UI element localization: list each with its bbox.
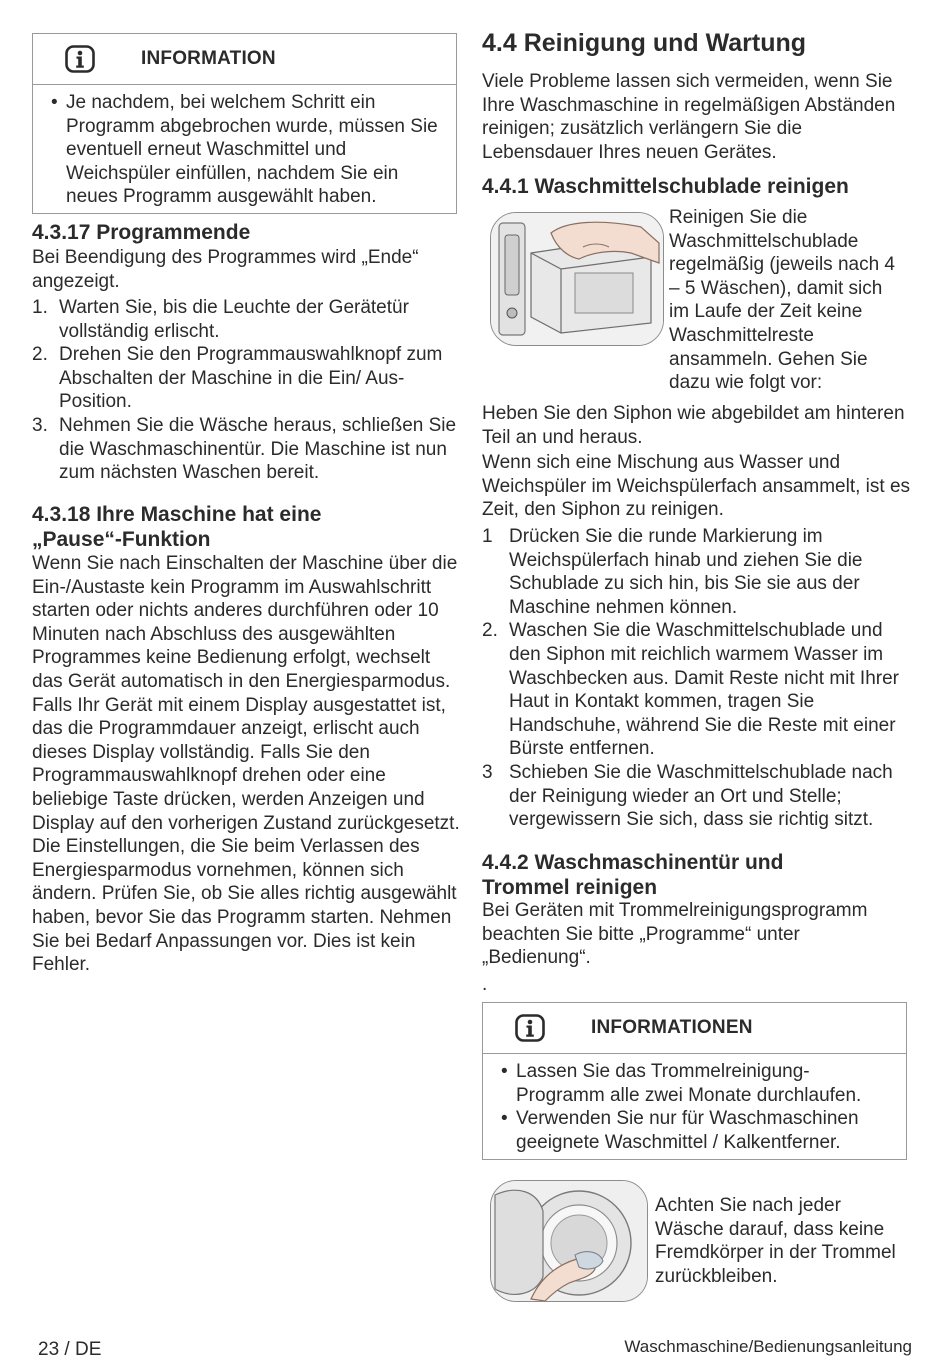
steps-4-3-17 — [32, 296, 462, 485]
step-text: Nehmen Sie die Wäsche heraus, schließen Sie die Waschmaschinentür. Die Maschine ist nun zum nächsten Waschen bereit. — [59, 414, 457, 484]
section-heading-4-3-17: 4.3.17 Programmende — [32, 221, 251, 244]
list-item — [482, 525, 914, 619]
list-item: • Verwenden Sie nur für Waschmaschinen geeignete Waschmittel / Kalkentferner. — [497, 1107, 896, 1154]
list-item — [482, 619, 914, 761]
list-item — [32, 414, 462, 485]
list-item — [32, 296, 462, 343]
step-text: Waschen Sie die Waschmittelschublade und den Siphon mit reichlich warmem Wasser im Waschbecken aus. Damit Reste nicht mit Ihrer Haut in Kontakt kommen, tragen Sie Handschuhe, während Sie die Reste mit einer Bürste entfernen. — [509, 620, 899, 760]
step-text: Schieben Sie die Waschmittelschublade nach der Reinigung wieder an Ort und Stelle; vergewissern Sie sich, dass sie richtig sitzt. — [509, 761, 893, 831]
section-body-4-4-2: Bei Geräten mit Trommelreinigungsprogramm beachten Sie bitte „Programme“ unter „Bedienung“. — [482, 900, 868, 969]
step-text: Warten Sie, bis die Leuchte der Gerätetür vollständig erlischt. — [59, 297, 409, 342]
drum-door-figure — [490, 1180, 648, 1302]
informationen-box-title: INFORMATIONEN — [591, 1017, 753, 1038]
step-number: 2. — [482, 620, 498, 642]
informationen-list — [497, 1060, 896, 1154]
section-intro-4-3-17: Bei Beendigung des Programmes wird „Ende“ angezeigt. — [32, 247, 419, 292]
step-number: 3. — [32, 414, 48, 436]
step-number: 2. — [32, 344, 48, 366]
drawer-side-text: Reinigen Sie die Waschmittelschublade regelmäßig (jeweils nach 4 – 5 Wäschen), damit sich im Laufe der Zeit keine Waschmittelreste ansammeln. Gehen Sie dazu wie folgt vor: — [669, 207, 895, 394]
info-icon — [65, 45, 95, 73]
drawer-para-1: Heben Sie den Siphon wie abgebildet am hinteren Teil an und heraus. — [482, 403, 905, 448]
drawer-para-2: Wenn sich eine Mischung aus Wasser und Weichspüler im Weichspülerfach ansammelt, ist es Zeit, den Siphon zu reinigen. — [482, 452, 911, 521]
detergent-drawer-illustration — [491, 213, 663, 345]
list-item — [32, 343, 462, 414]
step-number: 1. — [32, 297, 48, 318]
section-heading-4-3-18: 4.3.18 Ihre Maschine hat eine „Pause“-Funktion — [32, 503, 322, 551]
section-heading-4-4-1: 4.4.1 Waschmittelschublade reinigen — [482, 175, 849, 198]
section-heading-4-4: 4.4 Reinigung und Wartung — [482, 29, 807, 57]
information-box-header — [33, 34, 456, 85]
step-text: Drücken Sie die runde Markierung im Weichspülerfach hinab und ziehen Sie die Schublade zu sich hin, bis Sie sie aus der Maschine nehmen können. — [509, 526, 863, 618]
document-title: Waschmaschine/Bedienungsanleitung — [624, 1337, 912, 1356]
information-box — [32, 33, 457, 214]
list-item: • Je nachdem, bei welchem Schritt ein Programm abgebrochen wurde, müssen Sie eventuell erneut Waschmittel und Weichspüler einfüllen, nachdem Sie ein neues Programm ausgewählt haben. — [47, 91, 446, 209]
drum-side-text: Achten Sie nach jeder Wäsche darauf, dass keine Fremdkörper in der Trommel zurückbleiben. — [655, 1195, 896, 1287]
informationen-box — [482, 1002, 907, 1160]
steps-4-4-1 — [482, 525, 914, 832]
information-list — [47, 91, 446, 209]
section-body-4-3-18: Wenn Sie nach Einschalten der Maschine über die Ein-/Austaste kein Programm im Auswahlschritt starten oder nichts anderes durchführen oder 10 Minuten nach Abschluss des ausgewählten Programmes keine Bedienung erfolgt, wechselt das Gerät automatisch in den Energiesparmodus. Falls Ihr Gerät mit einem Display ausgestattet ist, das die Programmdauer anzeigt, erlischt auch dieses Display vollständig. Falls Sie den Programmauswahlknopf drehen oder eine beliebige Taste drücken, werden Anzeigen und Display auf den vorherigen Zustand zurückgesetzt. Die Einstellungen, die Sie beim Verlassen des Energiesparmodus vornehmen, können sich ändern. Prüfen Sie, ob Sie alles richtig ausgewählt haben, bevor Sie das Programm starten. Nehmen Sie bei Bedarf Anpassungen vor. Dies ist kein Fehler. — [32, 553, 460, 976]
information-box-title: INFORMATION — [141, 48, 276, 69]
stray-dot: . — [482, 974, 488, 995]
info-icon — [515, 1014, 545, 1042]
informationen-box-header — [483, 1003, 906, 1054]
step-number: 1 — [482, 526, 493, 547]
detergent-drawer-figure — [490, 212, 664, 346]
step-text: Drehen Sie den Programmauswahlknopf zum Abschalten der Maschine in die Ein/ Aus-Position. — [59, 344, 443, 413]
step-number: 3 — [482, 761, 493, 783]
list-item: • Lassen Sie das Trommelreinigung- Programm alle zwei Monate durchlaufen. — [497, 1060, 896, 1107]
drum-door-illustration — [491, 1181, 647, 1301]
section-body-4-4: Viele Probleme lassen sich vermeiden, wenn Sie Ihre Waschmaschine in regelmäßigen Abständen reinigen; zusätzlich verlängern Sie die Lebensdauer Ihres neuen Gerätes. — [482, 71, 896, 163]
page-number: 23 / DE — [38, 1339, 102, 1360]
section-heading-4-4-2: 4.4.2 Waschmaschinentür und Trommel reinigen — [482, 851, 784, 899]
list-item — [482, 761, 914, 832]
